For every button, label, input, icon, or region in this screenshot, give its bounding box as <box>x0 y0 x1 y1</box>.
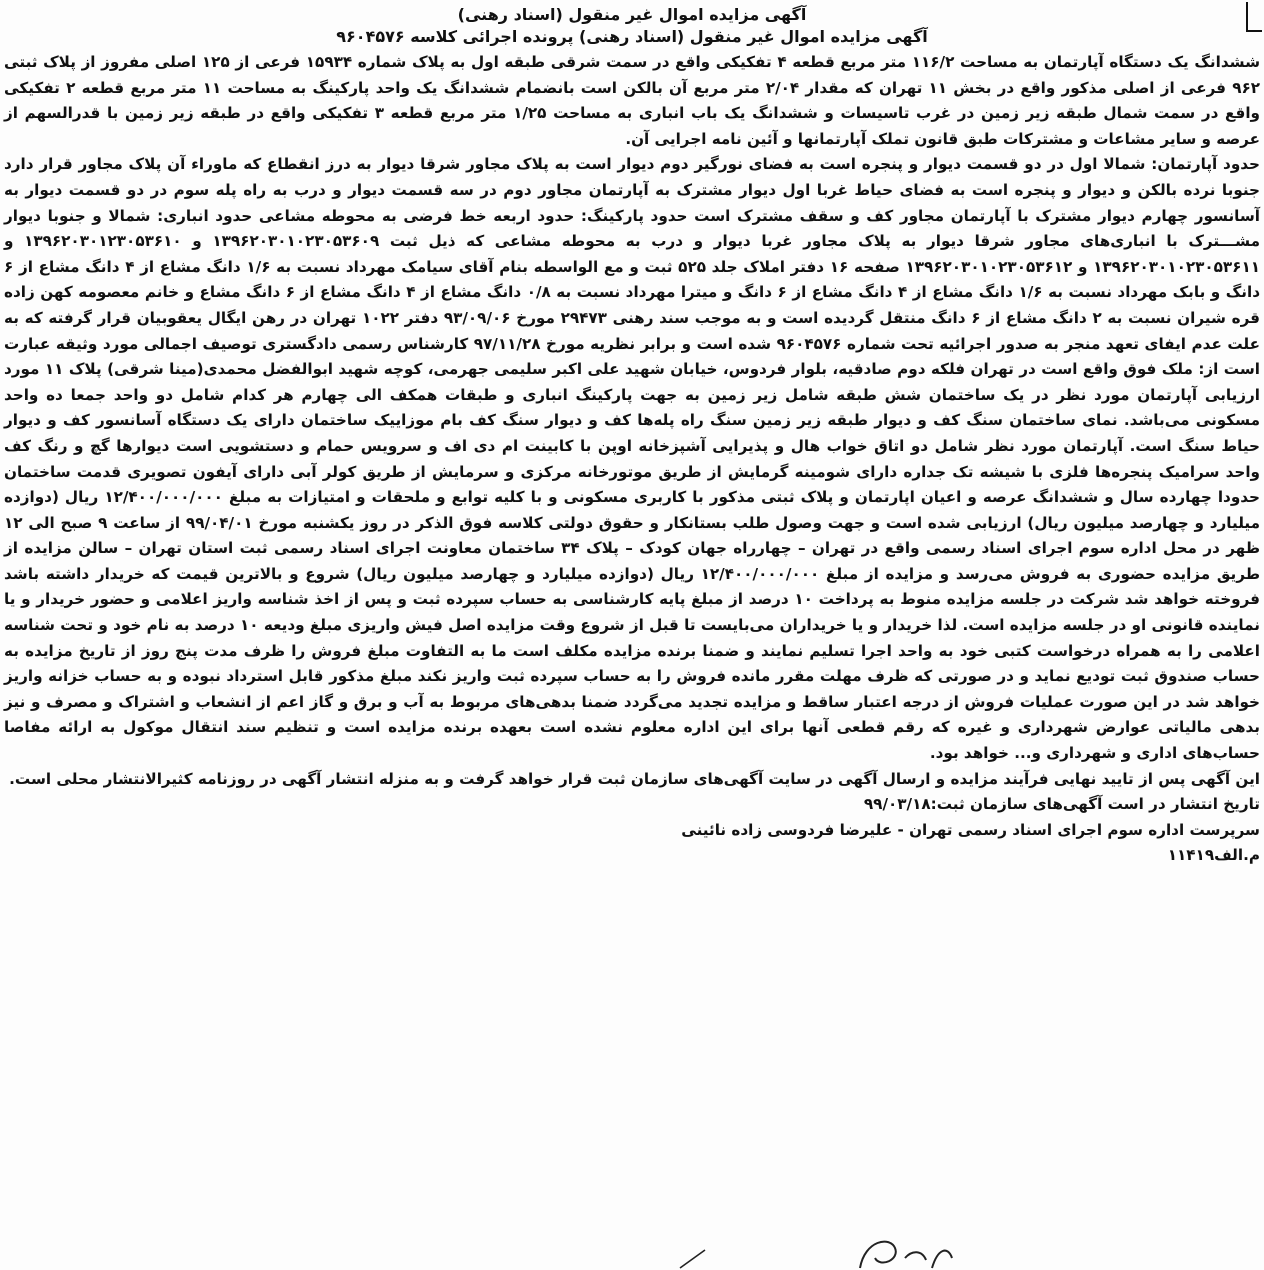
publication-note-paragraph: این آگهی پس از تایید نهایی فرآیند مزایده و ارسال آگهی در سایت آگهی‌های سازمان ثبت قرار خواهد گرفت و به منزله انتشار آگهی در روزنامه کثیرالانتشار محلی است. <box>9 769 1260 788</box>
property-description-paragraph: ششدانگ یک دستگاه آپارتمان به مساحت ۱۱۶/۲ متر مربع قطعه ۴ تفکیکی واقع در سمت شرقی طبقه اول به پلاک شماره ۱۵۹۳۴ فرعی از ۱۲۵ اصلی مفروز از پلاک ثبتی ۹۶۲ فرعی از اصلی مذکور واقع در بخش ۱۱ تهران که مقدار ۲/۰۴ متر مربع آن بالکن است بانضمام ششدانگ یک واحد پارکینگ به مساحت ۱۱ متر مربع قطعه ۲ تفکیکی واقع در سمت شمال طبقه زیر زمین در غرب تاسیسات و ششدانگ یک باب انباری به مساحت ۱/۲۵ متر مربع قطعه ۳ تفکیکی واقع در طبقه زیر زمین با قدرالسهم از عرصه و سایر مشاعات و مشترکات طبق قانون تملک آپارتمانها و آئین نامه اجرایی آن. <box>4 53 1261 148</box>
notice-subtitle: آگهی مزایده اموال غیر منقول (اسناد رهنی) پرونده اجرائی کلاسه ۹۶۰۴۵۷۶ <box>336 27 928 46</box>
notice-title: آگهی مزایده اموال غیر منقول (اسناد رهنی) <box>457 5 807 24</box>
handwritten-signature <box>560 1228 980 1270</box>
publish-date-line: تاریخ انتشار در است آگهی‌های سازمان ثبت:۹۹/۰۳/۱۸ <box>863 795 1260 814</box>
signatory-line: سرپرست اداره سوم اجرای اسناد رسمی تهران - علیرضا فردوسی زاده نائینی <box>681 820 1260 839</box>
reference-number-line: م.الف۱۱۴۱۹ <box>1167 846 1260 865</box>
boundaries-and-auction-terms-paragraph: حدود آپارتمان: شمالا اول در دو قسمت دیوار و پنجره است به فضای نورگیر دوم دیوار است به پلاک مجاور شرقا دیوار به درز انقطاع که ماوراء آن پلاک مجاور قرار دارد جنوبا نرده بالکن و دیوار و پنجره است به فضای حیاط غربا اول دیوار مشترک به آپارتمان مجاور دوم در سه قسمت دیوار و درب به راه پله سوم در دو قسمت دیوار به آسانسور چهارم دیوار مشترک با آپارتمان مجاور کف و سقف مشترک است حدود پارکینگ: حدود اربعه خط فرضی به محوطه مشاعی حدود انباری: شمالا و جنوبا دیوار مشـــترک با انباری‌های مجاور شرقا دیوار به پلاک مجاور غربا دیوار و درب به محوطه مشاعی که ذیل ثبت ۱۳۹۶۲۰۳۰۱۰۲۳۰۵۳۶۰۹ و ۱۳۹۶۲۰۳۰۱۲۳۰۵۳۶۱۰ و ۱۳۹۶۲۰۳۰۱۰۲۳۰۵۳۶۱۱ و ۱۳۹۶۲۰۳۰۱۰۲۳۰۵۳۶۱۲ صفحه ۱۶ دفتر املاک جلد ۵۲۵ ثبت و مع الواسطه بنام آقای سیامک مهرداد نسبت به ۱/۶ دانگ مشاع از ۴ دانگ مشاع از ۶ دانگ و بابک مهرداد نسبت به ۱/۶ دانگ مشاع از ۴ دانگ مشاع از ۶ دانگ و میترا مهرداد نسبت به ۰/۸ دانگ مشاع از ۴ دانگ مشاع از ۶ دانگ مشاع و خانم معصومه کهن زاده قره شیران نسبت به ۲ دانگ مشاع از ۶ دانگ منتقل گردیده است و به موجب سند رهنی ۲۹۴۷۳ مورخ ۹۳/۰۹/۰۶ دفتر ۱۰۲۲ تهران در رهن ایگال یعقوبیان قرار گرفته که به علت عدم ایفای تعهد منجر به صدور اجرائیه تحت شماره ۹۶۰۴۵۷۶ شده است و برابر نظریه مورخ ۹۷/۱۱/۲۸ کارشناس رسمی دادگستری توصیف اجمالی مورد وثیقه عبارت است از: ملک فوق واقع است در تهران فلکه دوم صادقیه، بلوار فردوس، خیابان شهید علی اکبر سلیمی جهرمی، کوچه شهید ابوالفضل محمدی(مینا شرقی) پلاک ۱۱ مورد ارزیابی آپارتمان مورد نظر در یک ساختمان شش طبقه شامل زیر زمین به جهت پارکینگ انباری و طبقات همکف الی چهارم هر کدام شامل دو واحد جمعا ده واحد مسکونی می‌باشد. نمای ساختمان سنگ کف و دیوار طبقه زیر زمین سنگ راه پله‌ها کف و دیوار سنگ کف بام موزاییک ساختمان دارای یک دستگاه آسانسور کف و دیوار حیاط سنگ است. آپارتمان مورد نظر شامل دو اتاق خواب هال و پذیرایی آشپزخانه اوپن با کابینت ام دی اف و سرویس حمام و دستشویی است دیوارها گچ و رنگ کف واحد سرامیک پنجره‌ها فلزی با شیشه تک جداره دارای شومینه گرمایش از طریق موتورخانه مرکزی و سرمایش از طریق کولر آبی دارای آیفون تصویری قدمت ساختمان حدودا چهارده سال و ششدانگ عرصه و اعیان اپارتمان و پلاک ثبتی مذکور با کاربری مسکونی و با کلیه توابع و ملحقات و امتیازات به مبلغ ۱۲/۴۰۰/۰۰۰/۰۰۰ ریال (دوازده میلیارد و چهارصد میلیون ریال) ارزیابی شده است و جهت وصول طلب بستانکار و حقوق دولتی کلاسه فوق الذکر در روز یکشنبه مورخ ۹۹/۰۴/۰۱ از ساعت ۹ صبح الی ۱۲ ظهر در محل اداره سوم اجرای اسناد رسمی واقع در تهران – چهارراه جهان کودک – پلاک ۳۴ ساختمان معاونت اجرای اسناد رسمی ثبت استان تهران – سالن مزایده از طریق مزایده حضوری به فروش می‌رسد و مزایده از مبلغ ۱۲/۴۰۰/۰۰۰/۰۰۰ ریال (دوازده میلیارد و چهارصد میلیون ریال) شروع و بالاترین قیمت که خریدار داشته باشد فروخته خواهد شد شرکت در جلسه مزایده منوط به پرداخت ۱۰ درصد از مبلغ پایه کارشناسی به حساب سپرده ثبت و پس از اخذ شناسه واریز اعلامی و حضور خریدار و یا نماینده قانونی او در جلسه مزایده است. لذا خریدار و یا خریداران می‌بایست تا قبل از شروع وقت مزایده اصل فیش واریزی مبلغ ودیعه ۱۰ درصد به نام خود و تحت شناسه اعلامی را به همراه درخواست کتبی خود به واحد اجرا تسلیم نمایند و ضمنا برنده مزایده مکلف است ما به التفاوت مبلغ فروش را ظرف مدت پنج روز از تاریخ مزایده به حساب صندوق ثبت تودیع نماید و در صورتی که ظرف مهلت مقرر مانده فروش را به حساب سپرده ثبت واریز نکند مبلغ مذکور قابل استرداد نبوده و به حساب خزانه واریز خواهد شد در این صورت عملیات فروش از درجه اعتبار ساقط و مزایده تجدید می‌گردد ضمنا بدهی‌های مربوط به آب و برق و گاز اعم از انشعاب و اشتراک و مصرف و نیز بدهی مالیاتی عوارض شهرداری و غیره که رقم قطعی آنها برای این اداره معلوم نشده است بعهده برنده مزایده است و تنظیم سند انتقال موکول به ارائه مفاصا حساب‌های اداری و شهرداری و... خواهد بود. <box>4 155 1261 763</box>
auction-notice <box>4 4 1260 869</box>
